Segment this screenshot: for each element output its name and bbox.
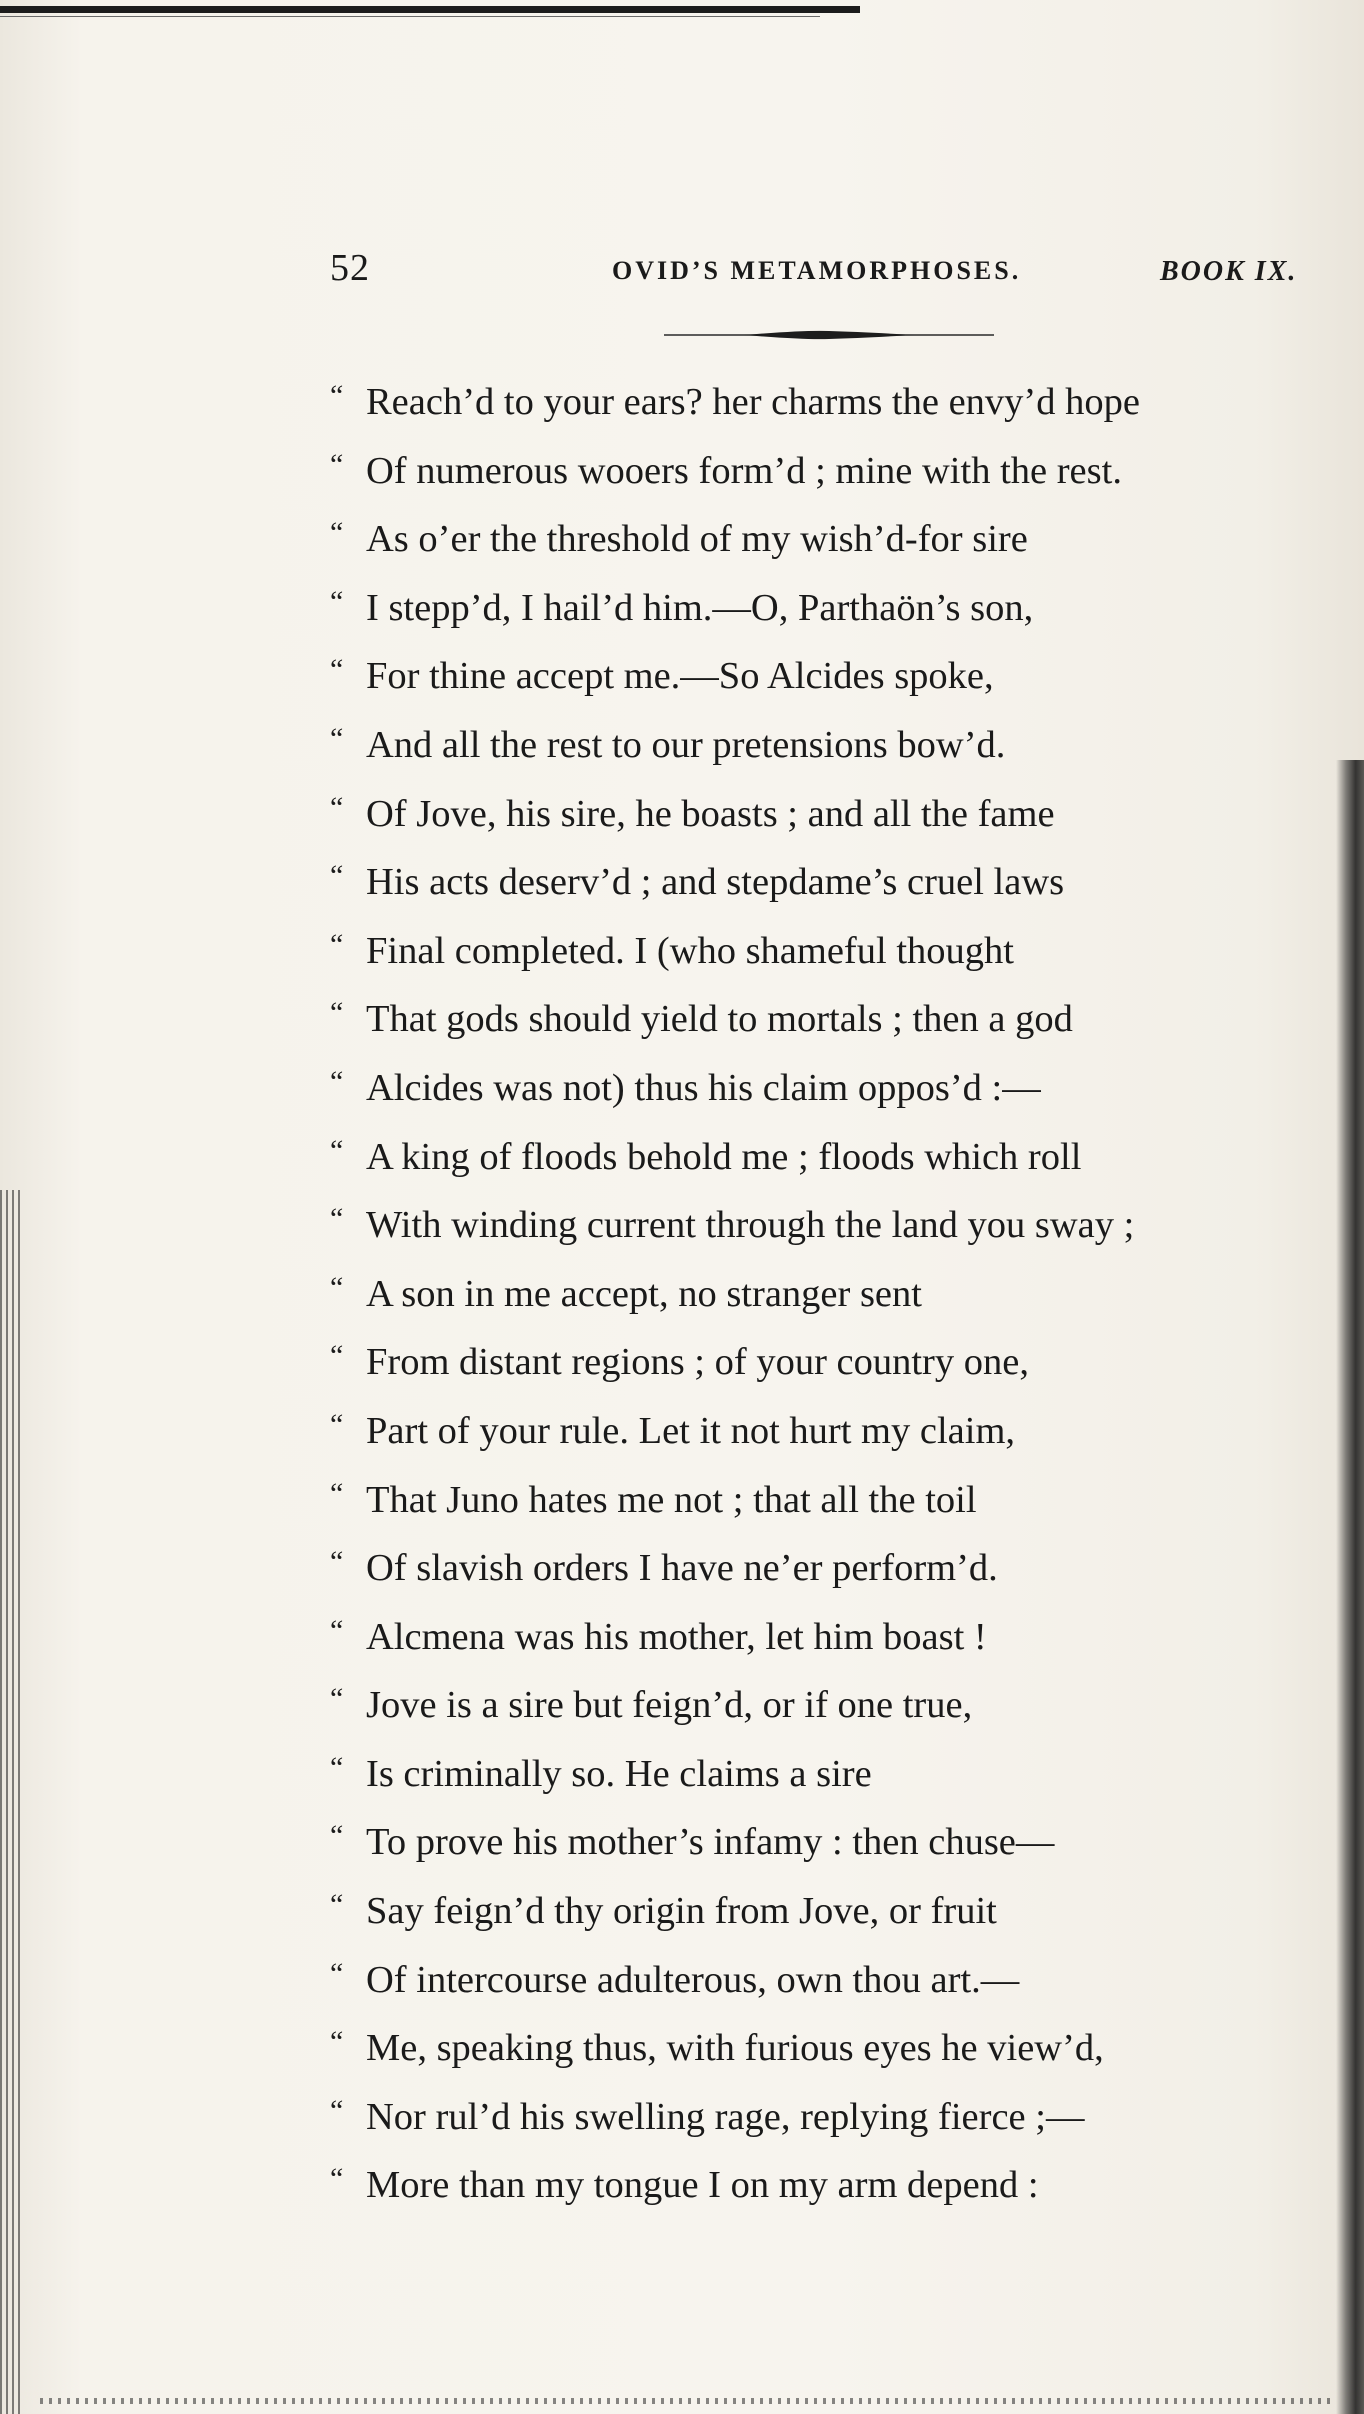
verse-line [330, 1603, 1330, 1672]
opening-quote-mark: “ [330, 1956, 344, 1990]
verse-line-text: Of slavish orders I have ne’er perform’d. [366, 1547, 998, 1590]
left-binding-edge [0, 1190, 22, 2414]
opening-quote-mark: “ [330, 1819, 344, 1853]
verse-line [330, 1534, 1330, 1603]
running-title: OVID’S METAMORPHOSES. [612, 256, 1022, 285]
verse-line [330, 1877, 1330, 1946]
verse-line-text: And all the rest to our pretensions bow’d. [366, 723, 1006, 766]
verse-line [330, 985, 1330, 1054]
verse-line [330, 780, 1330, 849]
verse-line-text: For thine accept me.—So Alcides spoke, [366, 655, 994, 698]
verse-line [330, 368, 1330, 437]
verse-line-text: Jove is a sire but feign’d, or if one true, [366, 1684, 973, 1727]
verse-line-text: From distant regions ; of your country one, [366, 1341, 1029, 1384]
verse-line [330, 1671, 1330, 1740]
verse-line [330, 642, 1330, 711]
opening-quote-mark: “ [330, 996, 344, 1030]
verse-line-text: Say feign’d thy origin from Jove, or fruit [366, 1890, 997, 1933]
opening-quote-mark: “ [330, 1888, 344, 1922]
opening-quote-mark: “ [330, 379, 344, 412]
verse-line [330, 437, 1330, 506]
verse-block [330, 368, 1330, 2220]
verse-line-text: Nor rul’d his swelling rage, replying fierce ;— [366, 2095, 1085, 2138]
opening-quote-mark: “ [330, 1202, 344, 1236]
opening-quote-mark: “ [330, 1613, 344, 1647]
verse-line [330, 1808, 1330, 1877]
opening-quote-mark: “ [330, 1545, 344, 1579]
verse-line [330, 1466, 1330, 1535]
verse-line-text: With winding current through the land you sway ; [366, 1204, 1135, 1247]
verse-line [330, 1260, 1330, 1329]
opening-quote-mark: “ [330, 516, 344, 550]
book-label: BOOK IX. [1160, 256, 1298, 287]
verse-line-text: Of numerous wooers form’d ; mine with the rest. [366, 449, 1122, 492]
verse-line-text: Part of your rule. Let it not hurt my claim, [366, 1409, 1016, 1452]
verse-line [330, 574, 1330, 643]
verse-line-text: That Juno hates me not ; that all the toil [366, 1478, 977, 1521]
verse-line [330, 2014, 1330, 2083]
verse-line [330, 917, 1330, 986]
verse-line-text: Alcmena was his mother, let him boast ! [366, 1615, 987, 1658]
opening-quote-mark: “ [330, 2162, 344, 2196]
verse-line-text: His acts deserv’d ; and stepdame’s cruel laws [366, 861, 1065, 904]
opening-quote-mark: “ [330, 447, 344, 481]
page-number: 52 [330, 247, 370, 289]
top-border-rule [0, 6, 860, 13]
opening-quote-mark: “ [330, 1133, 344, 1167]
verse-line [330, 2083, 1330, 2152]
verse-line [330, 1946, 1330, 2015]
verse-line [330, 1123, 1330, 1192]
verse-line-text: To prove his mother’s infamy : then chuse— [366, 1821, 1055, 1864]
verse-line-text: More than my tongue I on my arm depend : [366, 2164, 1039, 2207]
right-binding-edge [1336, 760, 1364, 2414]
verse-line-text: That gods should yield to mortals ; then a god [366, 998, 1073, 1041]
verse-line-text: Of intercourse adulterous, own thou art.— [366, 1958, 1020, 2001]
verse-line [330, 1397, 1330, 1466]
opening-quote-mark: “ [330, 653, 344, 687]
verse-line [330, 2151, 1330, 2220]
verse-line-text: Me, speaking thus, with furious eyes he view’d, [366, 2027, 1104, 2070]
verse-line-text: Reach’d to your ears? her charms the envy’d hope [366, 381, 1140, 423]
verse-line-text: Of Jove, his sire, he boasts ; and all the fame [366, 792, 1055, 835]
verse-line-text: Is criminally so. He claims a sire [366, 1752, 872, 1795]
verse-line [330, 1740, 1330, 1809]
opening-quote-mark: “ [330, 1476, 344, 1510]
verse-line [330, 505, 1330, 574]
verse-line [330, 1054, 1330, 1123]
opening-quote-mark: “ [330, 721, 344, 755]
verse-line-text: A son in me accept, no stranger sent [366, 1272, 922, 1315]
opening-quote-mark: “ [330, 2093, 344, 2127]
opening-quote-mark: “ [330, 790, 344, 824]
opening-quote-mark: “ [330, 927, 344, 961]
top-border-thin-rule [0, 16, 820, 17]
verse-line [330, 848, 1330, 917]
verse-line [330, 1328, 1330, 1397]
header-ornament-rule [664, 328, 994, 342]
opening-quote-mark: “ [330, 1339, 344, 1373]
verse-line-text: As o’er the threshold of my wish’d-for sire [366, 518, 1028, 561]
opening-quote-mark: “ [330, 1750, 344, 1784]
verse-line-text: Final completed. I (who shameful thought [366, 929, 1014, 972]
opening-quote-mark: “ [330, 1407, 344, 1441]
opening-quote-mark: “ [330, 1682, 344, 1716]
verse-line [330, 711, 1330, 780]
verse-line-text: Alcides was not) thus his claim oppos’d :— [366, 1066, 1041, 1109]
verse-line-text: A king of floods behold me ; floods which roll [366, 1135, 1082, 1178]
opening-quote-mark: “ [330, 1270, 344, 1304]
opening-quote-mark: “ [330, 859, 344, 893]
running-header [330, 246, 1325, 296]
opening-quote-mark: “ [330, 1064, 344, 1098]
verse-line [330, 1191, 1330, 1260]
bottom-edge-marks [40, 2398, 1334, 2404]
opening-quote-mark: “ [330, 2025, 344, 2059]
verse-line-text: I stepp’d, I hail’d him.—O, Parthaön’s son, [366, 586, 1034, 629]
opening-quote-mark: “ [330, 584, 344, 618]
